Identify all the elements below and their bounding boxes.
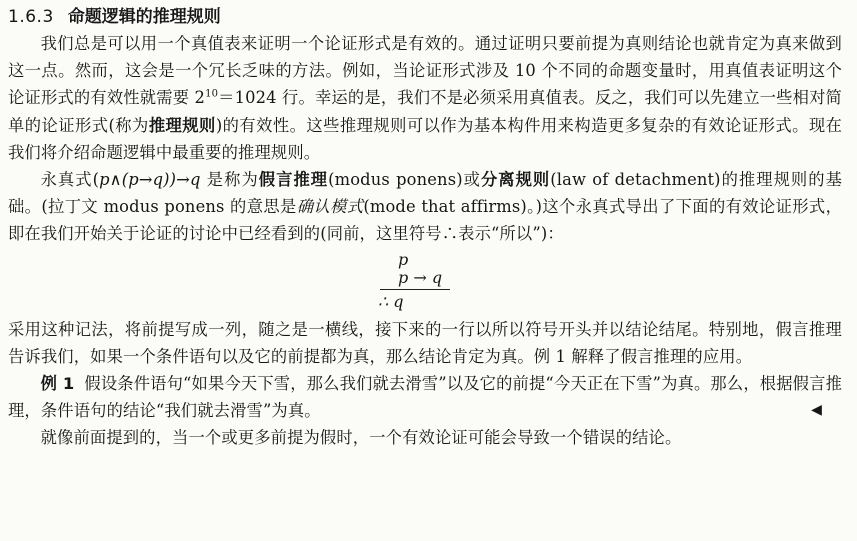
section-title: 命题逻辑的推理规则 [67,7,221,27]
paragraph-text: (modus ponens)或 [328,170,481,190]
paragraph-text: 就像前面提到的，当一个或更多前提为假时，一个有效论证可能会导致一个错误的结论。 [40,428,682,448]
premise-1: p [398,249,409,269]
argument-form-display [8,250,842,312]
example-1-paragraph [8,370,842,424]
term-law-of-detachment: 分离规则 [480,170,551,190]
paragraph-modus-ponens [8,166,842,248]
paragraph-text: 我们总是可以用一个真值表来证明一个论证形式是有效的。通过证明只要前提为真则结论也就肯定为真来做到这一点。然而，这会是一个冗长乏味的方法。例如，当论证形式涉及 10 个不同的命题变量时，用真值表证明这个论证形式的有效性就需要 2 [8,34,842,108]
paragraph-text: (law of detachment)的推理规则的基础。(拉丁文 modus ponens 的意思是 [8,170,843,217]
paragraph-text: 是称为 [200,170,259,190]
example-text: 假设条件语句“如果今天下雪，那么我们就去滑雪”以及它的前提“今天正在下雪”为真。那么，根据假言推理，条件语句的结论“我们就去滑雪”为真。 [8,374,842,421]
conclusion: ∴ q [378,291,404,311]
paragraph-text: 采用这种记法，将前提写成一列，随之是一横线，接下来的一行以所以符号开头并以结论结尾。特别地，假言推理告诉我们，如果一个条件语句以及它的前提都为真，那么结论肯定为真。例 1 解释了假言推理的应用。 [8,319,842,366]
end-of-example-icon: ◀ [811,402,822,419]
example-label: 例 1 [40,374,75,394]
section-number: 1.6.3 [8,7,54,27]
paragraph-text: ＝1024 行。幸运的是，我们不是必须采用真值表。反之，我们可以先建立一些相对简单的论证形式(称为 [8,88,842,135]
paragraph-text: )的有效性。这些推理规则可以作为基本构件用来构造更多复杂的有效论证形式。现在我们将介绍命题逻辑中最重要的推理规则。 [8,115,842,162]
superscript-exponent: 10 [205,88,219,100]
document-page [8,6,842,452]
term-modus-ponens: 假言推理 [258,170,329,190]
inline-formula: p∧(p→q))→q [99,170,201,190]
section-heading [8,6,842,30]
premise-2: p → q [398,267,443,287]
paragraph-closing [8,424,842,451]
paragraph-text: 永真式( [40,170,100,190]
paragraph-text: (mode that affirms)。)这个永真式导出了下面的有效论证形式，即在我们开始关于论证的讨论中已经看到的(同前，这里符号∴表示“所以”)： [8,197,843,244]
paragraph-intro [8,30,842,166]
term-inference-rules: 推理规则 [148,115,216,135]
italic-mode-that-affirms: 确认模式 [296,197,364,217]
premise-divider-line [380,289,450,290]
paragraph-notation [8,316,842,370]
